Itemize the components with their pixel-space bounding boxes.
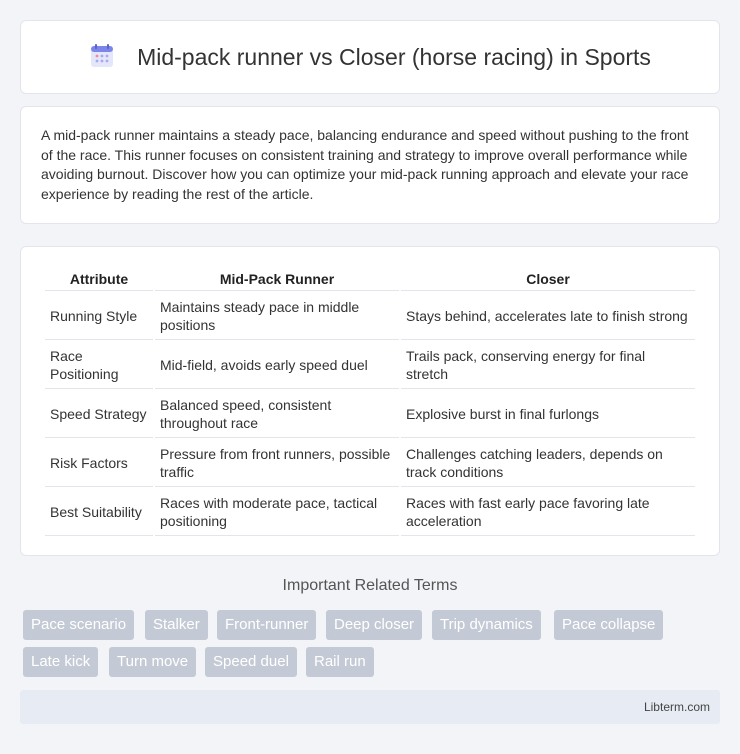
table-row [45, 293, 695, 340]
footer-site-link[interactable]: Libterm.com [643, 700, 710, 714]
intro-card [20, 106, 720, 224]
column-header-mid-pack: Mid-Pack Runner [155, 269, 399, 291]
row-closer-value: Explosive burst in final furlongs [401, 391, 695, 438]
row-closer-value: Stays behind, accelerates late to finish strong [401, 293, 695, 340]
tag-trip-dynamics[interactable]: Trip dynamics [432, 610, 541, 640]
tag-stalker[interactable]: Stalker [145, 610, 208, 640]
tag-pace-collapse[interactable]: Pace collapse [554, 610, 663, 640]
tag-late-kick[interactable]: Late kick [23, 647, 98, 677]
row-attribute: Race Positioning [45, 342, 153, 389]
table-row [45, 391, 695, 438]
intro-text: A mid-pack runner maintains a steady pace, balancing endurance and speed without pushing to the front of the race. This runner focuses on consistent training and strategy to improve overall performance while avoiding burnout. Discover how you can optimize your mid-pack running approach and elevate your race experience by reading the rest of the article. [41, 127, 689, 202]
table-row [45, 342, 695, 389]
tag-turn-move[interactable]: Turn move [109, 647, 196, 677]
row-closer-value: Races with fast early pace favoring late acceleration [401, 489, 695, 536]
table-header-row [45, 269, 695, 291]
row-mid-pack-value: Balanced speed, consistent throughout race [155, 391, 399, 438]
table-row [45, 489, 695, 536]
comparison-card [20, 246, 720, 556]
row-attribute: Speed Strategy [45, 391, 153, 438]
tag-speed-duel[interactable]: Speed duel [205, 647, 297, 677]
footer [20, 690, 720, 724]
row-mid-pack-value: Races with moderate pace, tactical positioning [155, 489, 399, 536]
related-terms-heading: Important Related Terms [282, 577, 458, 594]
calendar-icon [89, 43, 115, 69]
tag-deep-closer[interactable]: Deep closer [326, 610, 422, 640]
comparison-table [43, 267, 697, 538]
row-attribute: Best Suitability [45, 489, 153, 536]
row-closer-value: Trails pack, conserving energy for final stretch [401, 342, 695, 389]
title-card [20, 20, 720, 94]
row-attribute: Risk Factors [45, 440, 153, 487]
table-row [45, 440, 695, 487]
row-closer-value: Challenges catching leaders, depends on track conditions [401, 440, 695, 487]
page-title: Mid-pack runner vs Closer (horse racing) in Sports [137, 43, 651, 70]
column-header-closer: Closer [401, 269, 695, 291]
row-mid-pack-value: Mid-field, avoids early speed duel [155, 342, 399, 389]
row-attribute: Running Style [45, 293, 153, 340]
tag-pace-scenario[interactable]: Pace scenario [23, 610, 134, 640]
row-mid-pack-value: Pressure from front runners, possible traffic [155, 440, 399, 487]
row-mid-pack-value: Maintains steady pace in middle positions [155, 293, 399, 340]
column-header-attribute: Attribute [45, 269, 153, 291]
tag-front-runner[interactable]: Front-runner [217, 610, 316, 640]
tag-rail-run[interactable]: Rail run [306, 647, 374, 677]
